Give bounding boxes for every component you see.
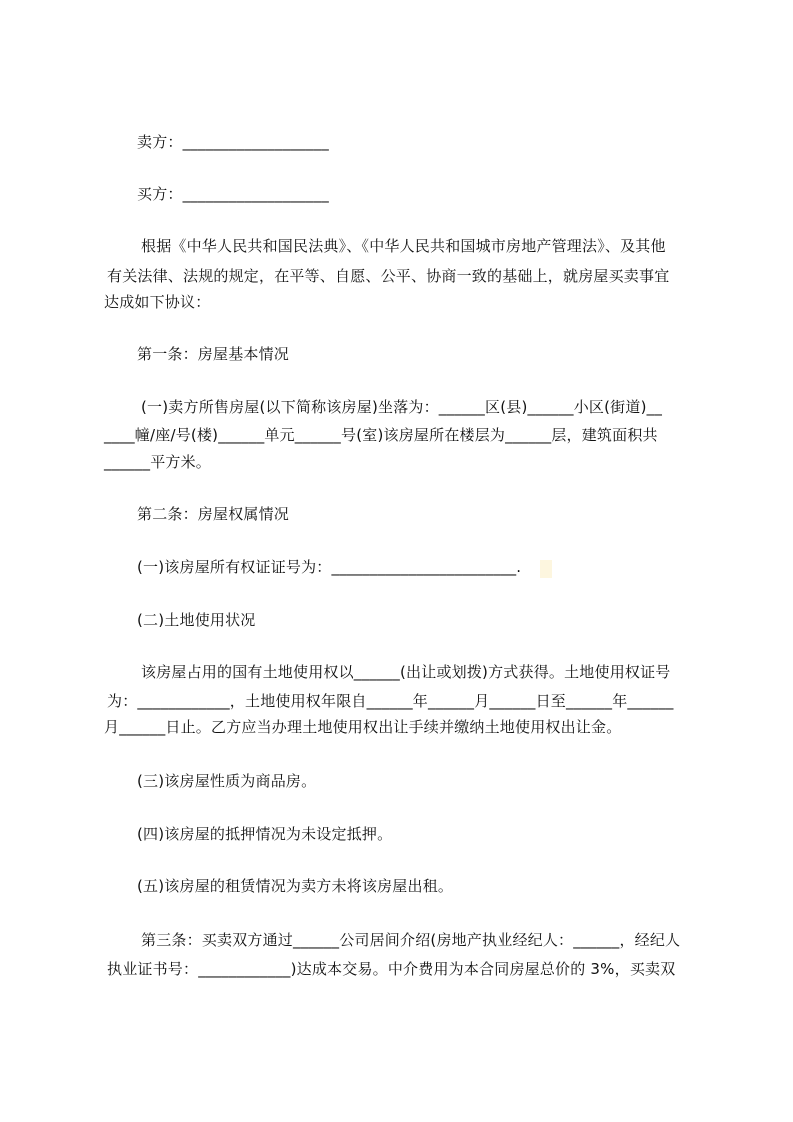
article-3-line-2: 执业证书号：____________)达成本交易。中介费用为本合同房屋总价的 3%，买卖双 [107,960,676,978]
land-use-line-2: 为：____________，土地使用权年限自______年______月______日至______年______ [107,692,674,710]
preamble-line-2: 有关法律、法规的规定，在平等、自愿、公平、协商一致的基础上，就房屋买卖事宜 [107,267,670,285]
article-2-item-3: (三)该房屋性质为商品房。 [137,772,317,790]
article-2-heading: 第二条：房屋权属情况 [137,505,290,523]
seller-line: 卖方：___________________ [137,133,329,151]
article-1-item-1-line-2: ____幢/座/号(楼)______单元______号(室)该房屋所在楼层为______层，建筑面积共 [104,426,658,444]
article-2-item-1: (一)该房屋所有权证证号为：________________________. [137,558,522,576]
article-1-item-1-line-1: (一)卖方所售房屋(以下简称该房屋)坐落为：______区(县)______小区(街道)__ [141,398,663,416]
preamble-line-3: 达成如下协议： [104,293,211,311]
article-2-item-5: (五)该房屋的租赁情况为卖方未将该房屋出租。 [137,877,454,895]
article-1-heading: 第一条：房屋基本情况 [137,345,290,363]
preamble-line-1: 根据《中华人民共和国民法典》、《中华人民共和国城市房地产管理法》、及其他 [141,237,666,255]
buyer-line: 买方：___________________ [137,185,329,203]
land-use-line-1: 该房屋占用的国有土地使用权以______(出让或划拨)方式获得。土地使用权证号 [141,663,671,681]
article-2-item-4: (四)该房屋的抵押情况为未设定抵押。 [137,825,393,843]
land-use-line-3: 月______日止。乙方应当办理土地使用权出让手续并缴纳土地使用权出让金。 [104,718,622,736]
article-2-item-2-heading: (二)土地使用状况 [137,611,256,629]
article-1-item-1-line-3: ______平方米。 [104,453,212,471]
highlight-mark [540,560,552,578]
article-3-line-1: 第三条：买卖双方通过______公司居间介绍(房地产执业经纪人：______，经纪人 [141,931,681,949]
